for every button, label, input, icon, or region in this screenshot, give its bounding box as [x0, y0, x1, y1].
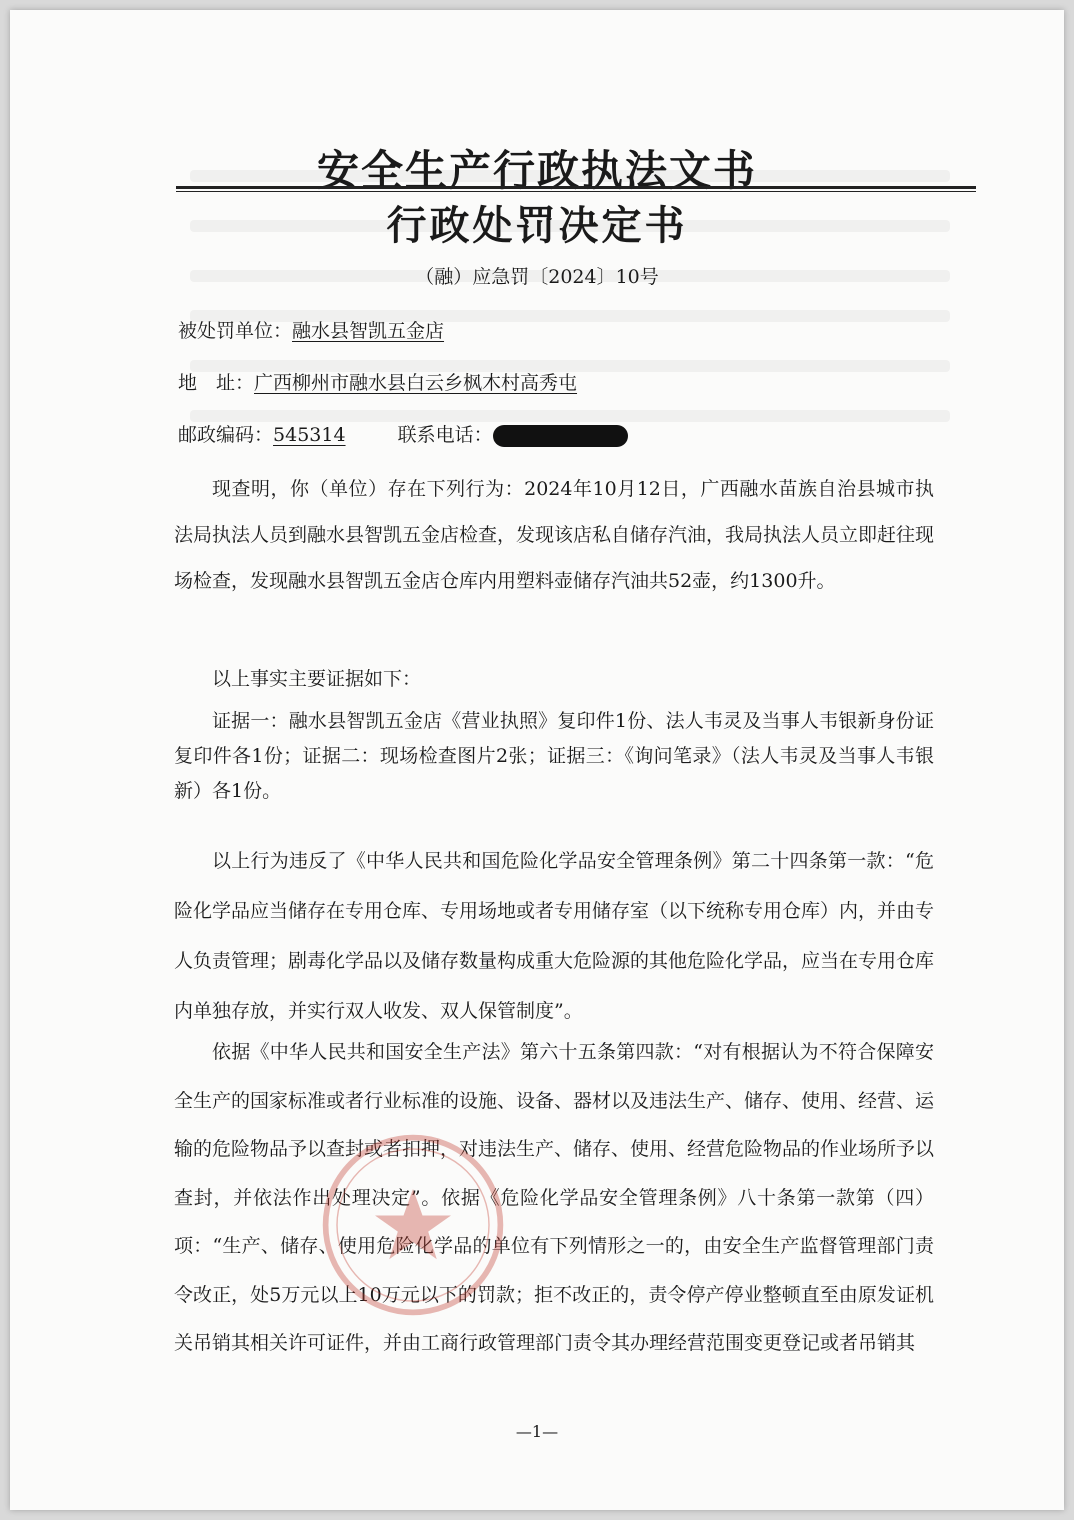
penalized-unit-value: 融水县智凯五金店 [292, 320, 445, 342]
postcode-label: 邮政编码： [178, 424, 274, 446]
address-field [178, 368, 577, 395]
title-rule [176, 186, 976, 192]
evidence-paragraph: 证据一：融水县智凯五金店《营业执照》复印件1份、法人韦灵及当事人韦银新身份证复印件各1份；证据二：现场检查图片2张；证据三：《询问笔录》（法人韦灵及当事人韦银新）各1份。 [174, 710, 934, 802]
official-seal [318, 1130, 508, 1320]
penalized-unit-field [178, 316, 444, 343]
document-number: （融）应急罚〔2024〕10号 [415, 266, 659, 288]
phone-label: 联系电话： [397, 424, 493, 446]
address-label: 地 址： [178, 372, 255, 394]
address-value: 广西柳州市融水县白云乡枫木村高秀屯 [254, 372, 578, 394]
findings-paragraph: 现查明，你（单位）存在下列行为：2024年10月12日，广西融水苗族自治县城市执法局执法人员到融水县智凯五金店检查，发现该店私自储存汽油，我局执法人员立即赶往现场检查，发现融水县智凯五金店仓库内用塑料壶储存汽油共52壶，约1300升。 [174, 478, 935, 592]
penalized-unit-label: 被处罚单位： [178, 320, 293, 342]
violation-paragraph: 以上行为违反了《中华人民共和国危险化学品安全管理条例》第二十四条第一款：“危险化学品应当储存在专用仓库、专用场地或者专用储存室（以下统称专用仓库）内，并由专人负责管理；剧毒化学品以及储存数量构成重大危险源的其他危险化学品，应当在专用仓库内单独存放，并实行双人收发、双人保管制度”。 [174, 850, 935, 1022]
postcode-phone-field [178, 420, 628, 447]
evidence-heading: 以上事实主要证据如下： [212, 668, 422, 690]
postcode-value: 545314 [273, 424, 346, 446]
document-page [10, 10, 1064, 1510]
document-title: 安全生产行政执法文书 [316, 146, 757, 195]
phone-redaction [493, 425, 628, 447]
document-subtitle: 行政处罚决定书 [386, 202, 688, 249]
page-number: —1— [515, 1422, 559, 1441]
legal-basis-paragraph: 依据《中华人民共和国安全生产法》第六十五条第四款：“对有根据认为不符合保障安全生产的国家标准或者行业标准的设施、设备、器材以及违法生产、储存、使用、经营、运输的危险物品予以查封或者扣押，对违法生产、储存、使用、经营危险物品的作业场所予以查封，并依法作出处理决定”。依据《危险化学品安全管理条例》八十条第一款第（四）项：“生产、储存、使用危险化学品的单位有下列情形之一的，由安全生产监督管理部门责令改正，处5万元以上10万元以下的罚款；拒不改正的，责令停产停业整顿直至由原发证机关吊销其相关许可证件，并由工商行政管理部门责令其办理经营范围变更登记或者吊销其 [174, 1041, 935, 1354]
